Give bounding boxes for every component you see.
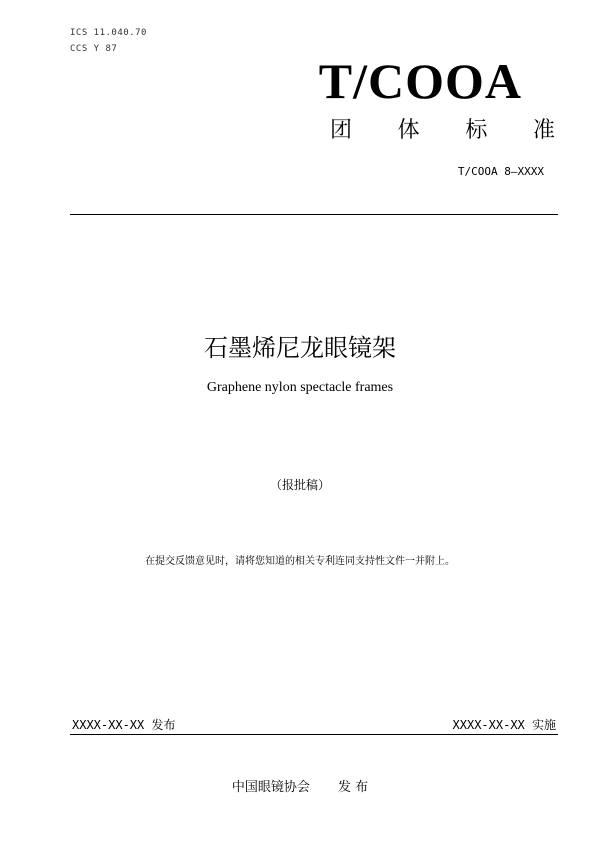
issuer-name: 中国眼镜协会 (231, 780, 310, 795)
header-divider (70, 214, 558, 215)
footer-divider (70, 734, 558, 735)
standard-number: T/COOA 8—XXXX (457, 165, 544, 178)
document-title-chinese: 石墨烯尼龙眼镜架 (204, 334, 396, 362)
patent-notice: 在提交反馈意见时，请将您知道的相关专利连同支持性文件一并附上。 (145, 556, 455, 567)
issue-label: 发 布 (337, 780, 369, 795)
standard-type (330, 113, 555, 144)
ics-code: ICS 11.040.70 (70, 28, 147, 38)
organization-logo: T/COOA (318, 53, 522, 109)
standard-type-char: 标 (465, 118, 488, 143)
publish-date: XXXX-XX-XX 发布 (72, 718, 176, 732)
implementation-date: XXXX-XX-XX 实施 (452, 718, 556, 732)
standard-type-char: 体 (397, 118, 420, 143)
document-title-english: Graphene nylon spectacle frames (206, 380, 394, 395)
issuer-line (0, 776, 600, 795)
draft-status: （报批稿） (269, 478, 330, 492)
standard-type-char: 准 (532, 118, 555, 143)
standard-type-char: 团 (330, 118, 353, 143)
ccs-code: CCS Y 87 (70, 44, 118, 54)
